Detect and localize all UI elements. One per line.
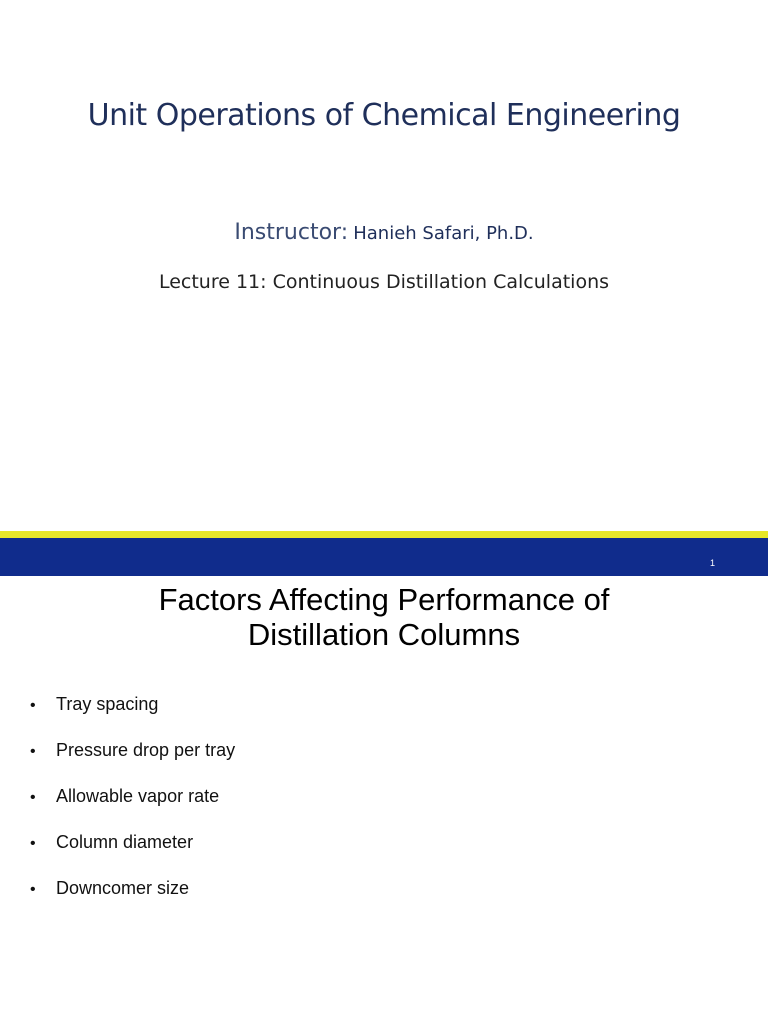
- instructor-label: Instructor:: [234, 220, 349, 245]
- navy-footer-band: [0, 538, 768, 576]
- bullet-text: Tray spacing: [56, 694, 159, 714]
- bullet-dot-icon: •: [30, 835, 36, 852]
- bullet-dot-icon: •: [30, 789, 36, 806]
- lecture-subtitle: Lecture 11: Continuous Distillation Calculations: [158, 271, 610, 293]
- bullet-dot-icon: •: [30, 743, 36, 760]
- yellow-stripe: [0, 531, 768, 538]
- instructor-line: [0, 220, 768, 245]
- bullet-item: [30, 786, 235, 832]
- bullet-text: Downcomer size: [56, 878, 190, 898]
- bullet-text: Column diameter: [56, 832, 194, 852]
- bullet-dot-icon: •: [30, 881, 36, 898]
- page-number: 1: [709, 558, 715, 568]
- slide-title-line-1: Factors Affecting Performance of: [158, 582, 610, 617]
- slide-title: [0, 582, 768, 652]
- bullet-dot-icon: •: [30, 697, 36, 714]
- instructor-name: Hanieh Safari, Ph.D.: [353, 223, 534, 244]
- bullet-item: [30, 878, 235, 924]
- course-title: Unit Operations of Chemical Engineering: [87, 98, 681, 133]
- bullet-item: [30, 740, 235, 786]
- bullet-text: Allowable vapor rate: [56, 786, 220, 806]
- bullet-text: Pressure drop per tray: [56, 740, 236, 760]
- content-slide: [0, 576, 768, 1024]
- bullet-item: [30, 694, 235, 740]
- bullet-item: [30, 832, 235, 878]
- slide-title-line-2: Distillation Columns: [247, 617, 521, 652]
- bullet-list: [30, 694, 235, 924]
